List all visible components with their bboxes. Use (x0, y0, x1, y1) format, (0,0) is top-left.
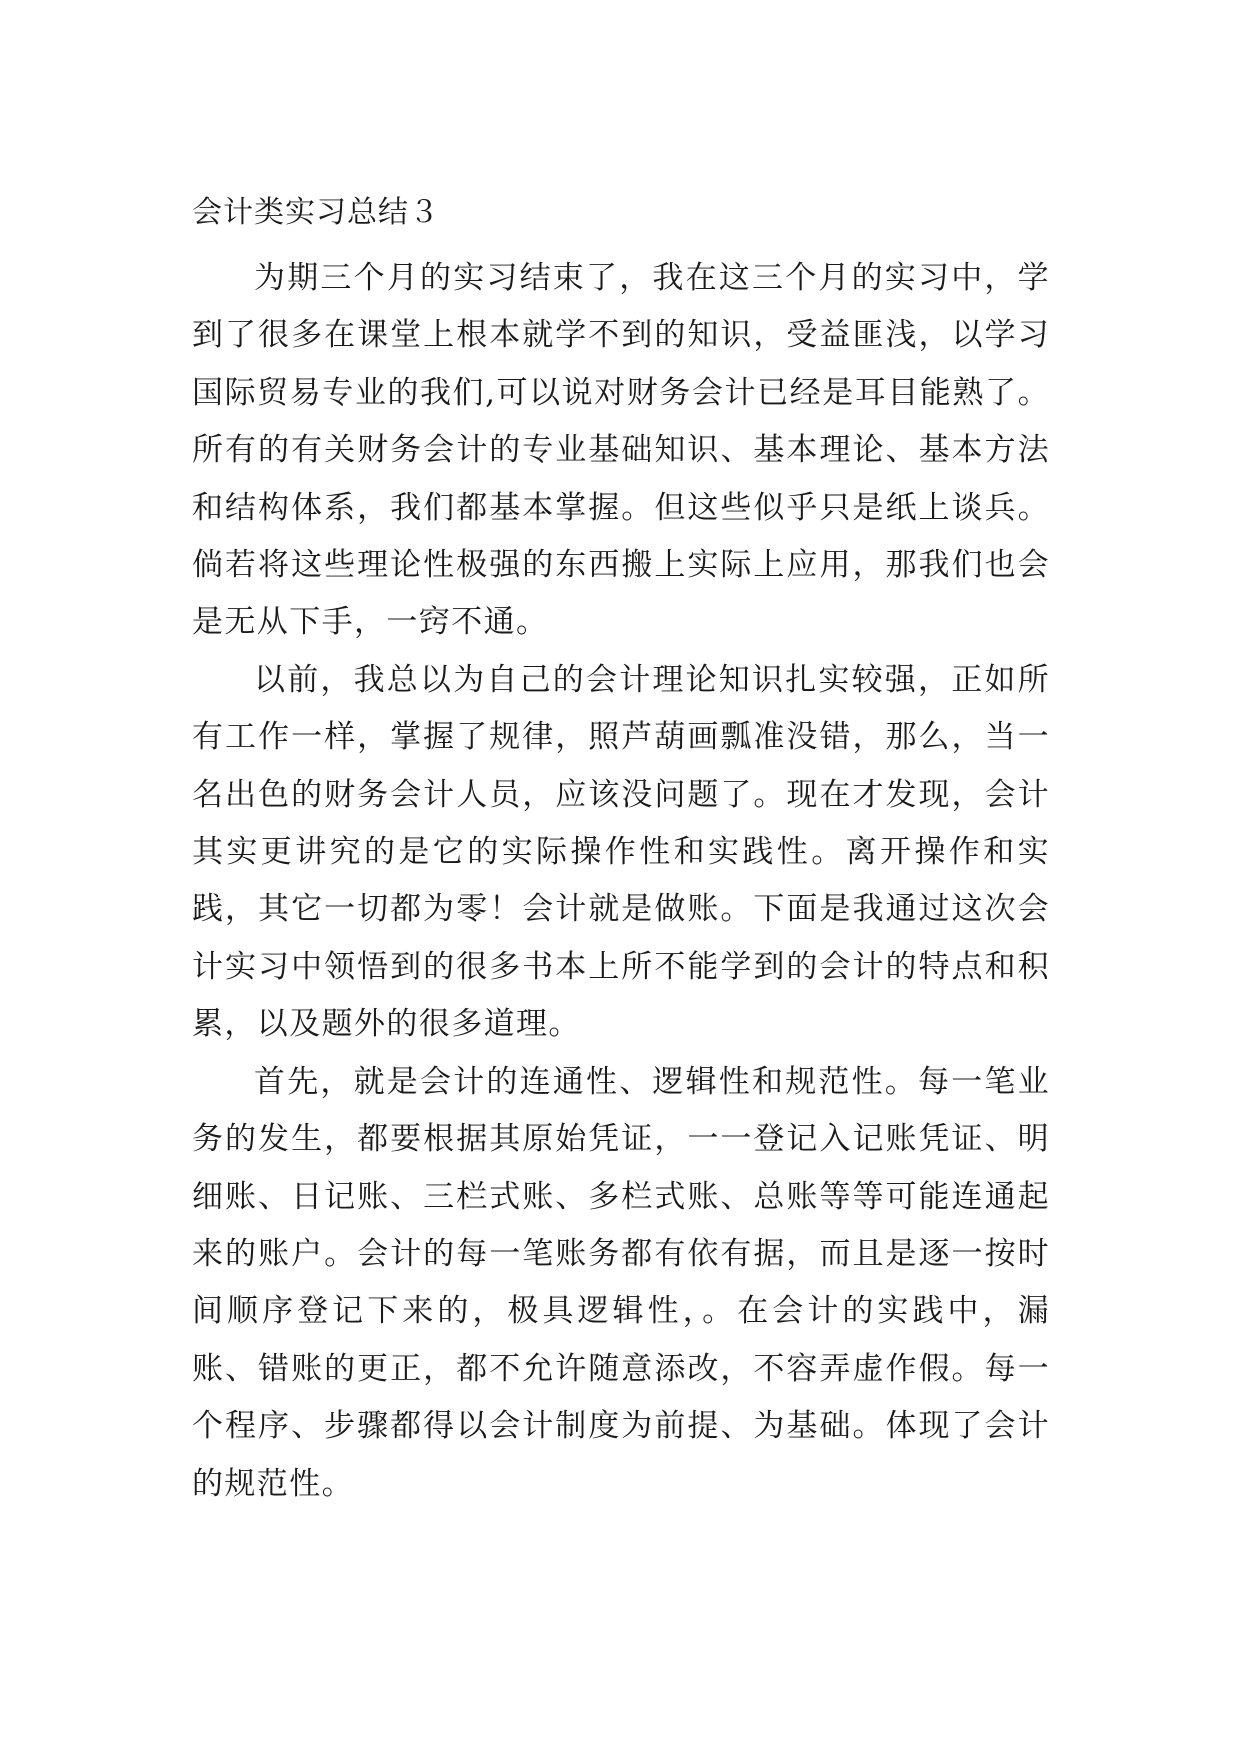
document-title: 会计类实习总结３ (192, 195, 440, 230)
document-body (192, 192, 1050, 1513)
paragraph-2: 以前，我总以为自己的会计理论知识扎实较强，正如所有工作一样，掌握了规律，照芦葫画瓢准没错，那么，当一名出色的财务会计人员，应该没问题了。现在才发现，会计其实更讲究的是它的实际操作性和实践性。离开操作和实践，其它一切都为零！会计就是做账。下面是我通过这次会计实习中领悟到的很多书本上所不能学到的会计的特点和积累，以及题外的很多道理。 (192, 661, 1050, 1043)
paragraph-3: 首先，就是会计的连通性、逻辑性和规范性。每一笔业务的发生，都要根据其原始凭证，一一登记入记账凭证、明细账、日记账、三栏式账、多栏式账、总账等等可能连通起来的账户。会计的每一笔账务都有依有据，而且是逐一按时间顺序登记下来的，极具逻辑性，。在会计的实践中，漏账、错账的更正，都不允许随意添改，不容弄虚作假。每一个程序、步骤都得以会计制度为前提、为基础。体现了会计的规范性。 (192, 1063, 1050, 1502)
paragraph-1: 为期三个月的实习结束了，我在这三个月的实习中，学到了很多在课堂上根本就学不到的知识，受益匪浅，以学习国际贸易专业的我们,可以说对财务会计已经是耳目能熟了。所有的有关财务会计的专业基础知识、基本理论、基本方法和结构体系，我们都基本掌握。但这些似乎只是纸上谈兵。倘若将这些理论性极强的东西搬上实际上应用，那我们也会是无从下手，一窍不通。 (192, 260, 1050, 641)
